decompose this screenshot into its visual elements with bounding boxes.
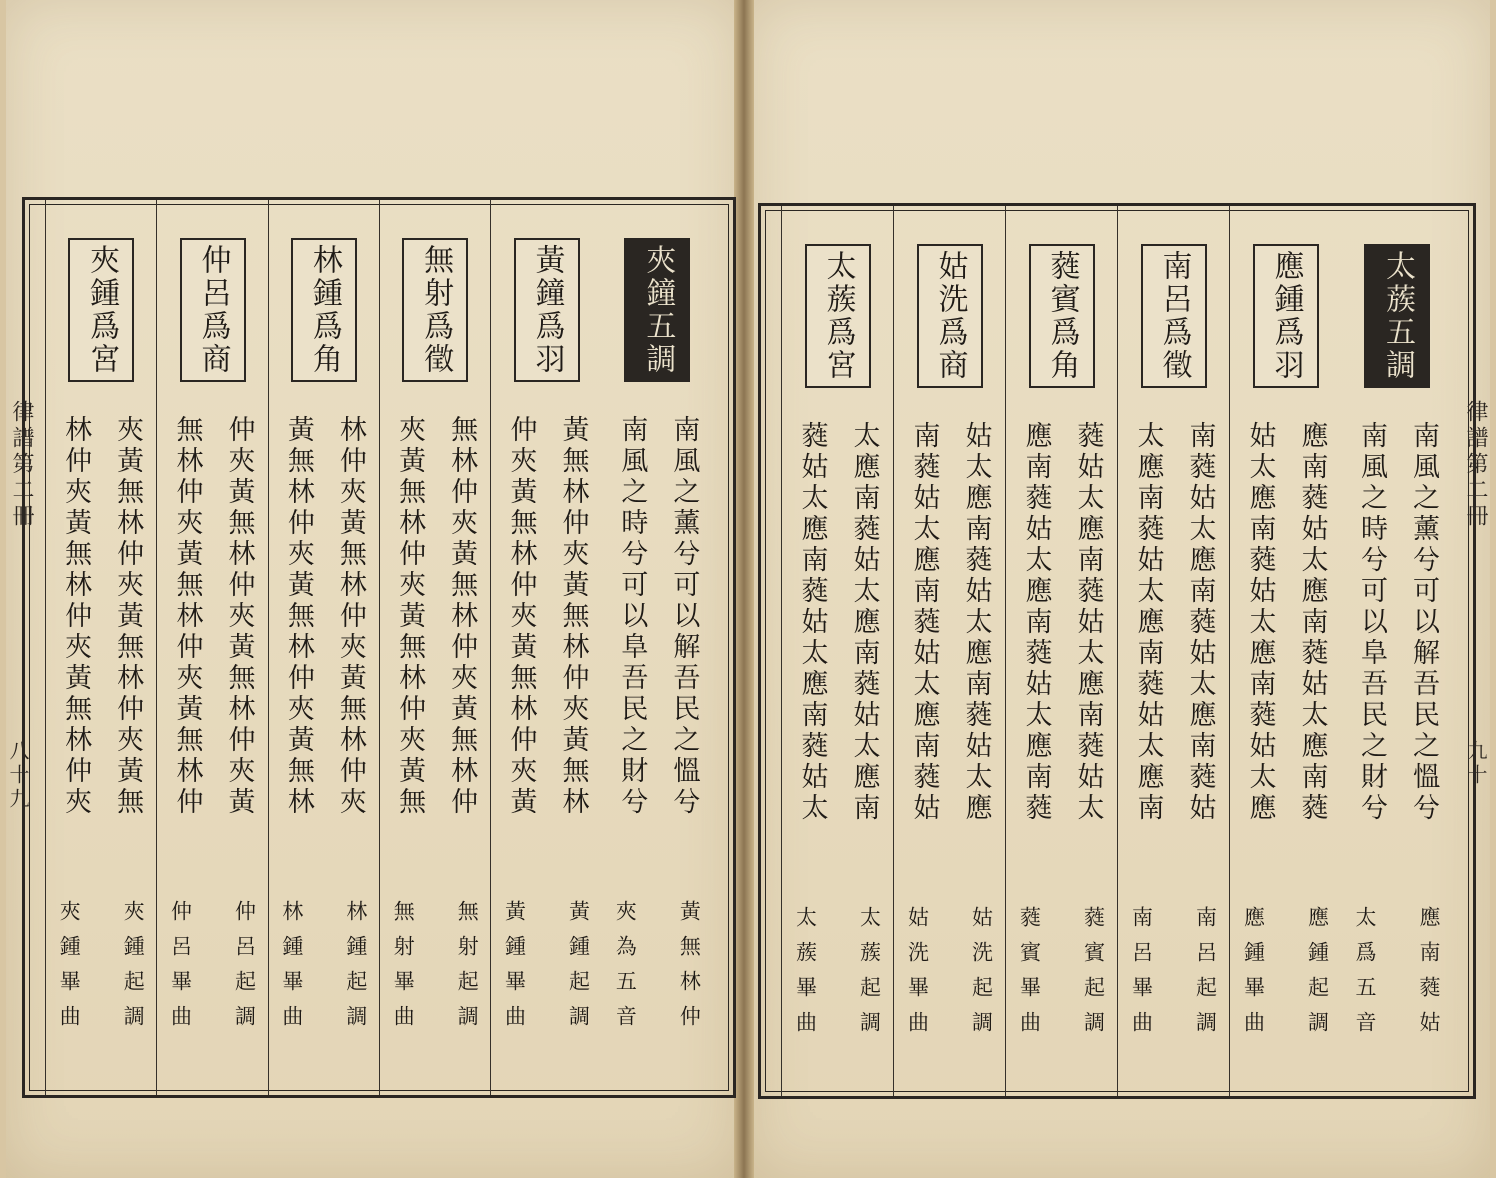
column-annotation xyxy=(269,900,379,1040)
column-header-text: 應鍾爲羽 xyxy=(1268,250,1304,382)
column-annotation xyxy=(380,900,490,1040)
left-margin-title: 律譜第二冊 xyxy=(9,400,34,530)
text-line: 南風之時兮可以阜吾民之財兮 xyxy=(616,415,648,818)
text-line: 夾黃無林仲夾黃無林仲夾黃無 xyxy=(394,415,426,818)
text-line: 蕤姑太應南蕤姑太應南蕤姑太 xyxy=(1072,421,1104,824)
book-gutter xyxy=(734,0,754,1178)
column-annotation xyxy=(1341,906,1453,1046)
annotation-line: 林鍾起調 xyxy=(343,900,368,1040)
text-column xyxy=(156,200,267,1095)
column-header-text: 蕤賓爲角 xyxy=(1044,250,1080,382)
column-header-cartouche xyxy=(291,238,357,382)
annotation-line: 無射畢曲 xyxy=(391,900,416,1040)
column-header-text: 南呂爲徵 xyxy=(1156,250,1192,382)
text-line: 太應南蕤姑太應南蕤姑太應南 xyxy=(1132,421,1164,824)
column-header-text: 太蔟爲宮 xyxy=(820,250,856,382)
column-annotation xyxy=(1230,906,1341,1046)
text-line: 南蕤姑太應南蕤姑太應南蕤姑 xyxy=(1184,421,1216,824)
column-header-cartouche xyxy=(805,244,871,388)
annotation-line: 應鍾畢曲 xyxy=(1241,906,1266,1046)
column-annotation xyxy=(1006,906,1117,1046)
column-header-cartouche xyxy=(1364,244,1430,388)
text-column xyxy=(1005,206,1117,1096)
text-line: 南風之薰兮可以解吾民之慍兮 xyxy=(668,415,700,818)
text-line: 仲夾黃無林仲夾黃無林仲夾黃 xyxy=(505,415,537,818)
annotation-line: 南呂起調 xyxy=(1193,906,1218,1046)
column-annotation xyxy=(602,900,713,1040)
annotation-line: 仲呂起調 xyxy=(232,900,257,1040)
column-header-cartouche xyxy=(514,238,580,382)
column-annotation xyxy=(782,906,893,1046)
annotation-line: 夾鍾起調 xyxy=(121,900,146,1040)
column-header-text: 林鍾爲角 xyxy=(306,244,342,376)
annotation-line: 姑洗起調 xyxy=(969,906,994,1046)
column-header-cartouche xyxy=(1253,244,1319,388)
column-header-cartouche xyxy=(1029,244,1095,388)
column-annotation xyxy=(1118,906,1229,1046)
annotation-line: 太蔟起調 xyxy=(857,906,882,1046)
annotation-line: 黃鍾畢曲 xyxy=(502,900,527,1040)
column-annotation xyxy=(491,900,601,1040)
text-line: 林仲夾黃無林仲夾黃無林仲夾 xyxy=(60,415,92,818)
annotation-line: 夾為五音 xyxy=(613,900,638,1040)
column-annotation xyxy=(46,900,156,1040)
column-header-cartouche xyxy=(917,244,983,388)
column-header-cartouche xyxy=(402,238,468,382)
column-header-cartouche xyxy=(180,238,246,382)
annotation-line: 姑洗畢曲 xyxy=(905,906,930,1046)
text-line: 仲夾黃無林仲夾黃無林仲夾黃 xyxy=(223,415,255,818)
text-line: 姑太應南蕤姑太應南蕤姑太應 xyxy=(960,421,992,824)
text-line: 南風之時兮可以阜吾民之財兮 xyxy=(1356,421,1387,824)
right-frame xyxy=(758,203,1476,1099)
annotation-line: 應鍾起調 xyxy=(1305,906,1330,1046)
annotation-line: 太爲五音 xyxy=(1353,906,1377,1046)
text-column xyxy=(45,200,156,1095)
annotation-line: 無射起調 xyxy=(455,900,480,1040)
annotation-line: 黃鍾起調 xyxy=(566,900,591,1040)
text-line: 黃無林仲夾黃無林仲夾黃無林 xyxy=(557,415,589,818)
annotation-line: 太蔟畢曲 xyxy=(793,906,818,1046)
text-line: 太應南蕤姑太應南蕤姑太應南 xyxy=(848,421,880,824)
text-line: 無林仲夾黃無林仲夾黃無林仲 xyxy=(446,415,478,818)
column-header-text: 姑洗爲商 xyxy=(932,250,968,382)
column-header-text: 太蔟五調 xyxy=(1380,250,1415,382)
text-column xyxy=(490,200,601,1095)
text-column xyxy=(268,200,379,1095)
text-column xyxy=(781,206,893,1096)
column-header-cartouche xyxy=(624,238,690,382)
column-header-text: 夾鐘五調 xyxy=(640,244,676,376)
text-column xyxy=(1229,206,1341,1096)
annotation-line: 應南蕤姑 xyxy=(1417,906,1441,1046)
text-line: 應南蕤姑太應南蕤姑太應南蕤 xyxy=(1296,421,1328,824)
text-line: 林仲夾黃無林仲夾黃無林仲夾 xyxy=(334,415,366,818)
text-line: 應南蕤姑太應南蕤姑太應南蕤 xyxy=(1020,421,1052,824)
annotation-line: 南呂畢曲 xyxy=(1129,906,1154,1046)
right-margin-title: 律譜第二冊 xyxy=(1463,400,1488,530)
text-column xyxy=(602,200,713,1095)
annotation-line: 仲呂畢曲 xyxy=(168,900,193,1040)
left-page-number: 八十九 xyxy=(6,740,30,812)
text-line: 南蕤姑太應南蕤姑太應南蕤姑 xyxy=(908,421,940,824)
text-column xyxy=(1117,206,1229,1096)
text-line: 無林仲夾黃無林仲夾黃無林仲 xyxy=(171,415,203,818)
text-line: 黃無林仲夾黃無林仲夾黃無林 xyxy=(282,415,314,818)
text-column xyxy=(1341,206,1453,1096)
annotation-line: 蕤賓畢曲 xyxy=(1017,906,1042,1046)
text-line: 夾黃無林仲夾黃無林仲夾黃無 xyxy=(112,415,144,818)
text-column xyxy=(893,206,1005,1096)
annotation-line: 蕤賓起調 xyxy=(1081,906,1106,1046)
annotation-line: 黃無林仲 xyxy=(677,900,702,1040)
column-header-cartouche xyxy=(68,238,134,382)
column-header-cartouche xyxy=(1141,244,1207,388)
annotation-line: 林鍾畢曲 xyxy=(279,900,304,1040)
text-column xyxy=(379,200,490,1095)
right-page-number: 九十 xyxy=(1464,740,1488,788)
column-header-text: 黃鐘爲羽 xyxy=(529,244,565,376)
text-line: 姑太應南蕤姑太應南蕤姑太應 xyxy=(1244,421,1276,824)
column-header-text: 仲呂爲商 xyxy=(195,244,231,376)
left-frame xyxy=(22,197,736,1098)
column-annotation xyxy=(894,906,1005,1046)
column-header-text: 無射爲徵 xyxy=(418,244,454,376)
text-line: 南風之薰兮可以解吾民之慍兮 xyxy=(1408,421,1439,824)
annotation-line: 夾鍾畢曲 xyxy=(57,900,82,1040)
text-line: 蕤姑太應南蕤姑太應南蕤姑太 xyxy=(796,421,828,824)
column-header-text: 夾鍾爲宮 xyxy=(84,244,120,376)
column-annotation xyxy=(157,900,267,1040)
